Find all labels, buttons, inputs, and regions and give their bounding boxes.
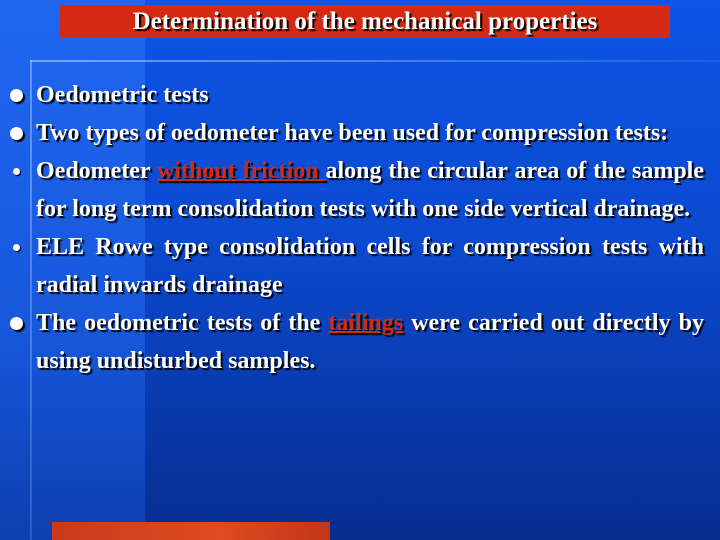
slide-content <box>0 76 720 380</box>
bullet-large-dot-icon <box>6 114 26 152</box>
bullet-item <box>0 228 720 304</box>
horizontal-divider-line <box>30 60 720 62</box>
bullet-item <box>0 114 720 152</box>
bullet-text-post: were carried out directly by using undisturbed samples. <box>36 310 704 374</box>
bullet-text-pre: The oedometric tests of the <box>36 310 329 336</box>
bullet-item <box>0 304 720 380</box>
bullet-text: Two types of oedometer have been used for compression tests: <box>36 120 669 146</box>
bullet-item <box>0 76 720 114</box>
bullet-small-dot-icon <box>6 228 26 266</box>
bullet-large-dot-icon <box>6 76 26 114</box>
bullet-text: Oedometric tests <box>36 82 209 108</box>
bottom-accent-bar <box>52 522 330 540</box>
highlighted-term: tailings <box>328 310 404 336</box>
bullet-large-dot-icon <box>6 304 26 342</box>
bullet-small-dot-icon <box>6 152 26 190</box>
bullet-text: ELE Rowe type consolidation cells for compression tests with radial inwards drainage <box>36 234 704 298</box>
bullet-text-pre: Oedometer <box>36 158 158 184</box>
bullet-text-post: along the circular area of the sample for long term consolidation tests with one side vertical drainage. <box>36 158 704 222</box>
highlighted-term: without friction <box>157 158 326 184</box>
slide-title: Determination of the mechanical properties <box>132 7 598 35</box>
bullet-item <box>0 152 720 228</box>
